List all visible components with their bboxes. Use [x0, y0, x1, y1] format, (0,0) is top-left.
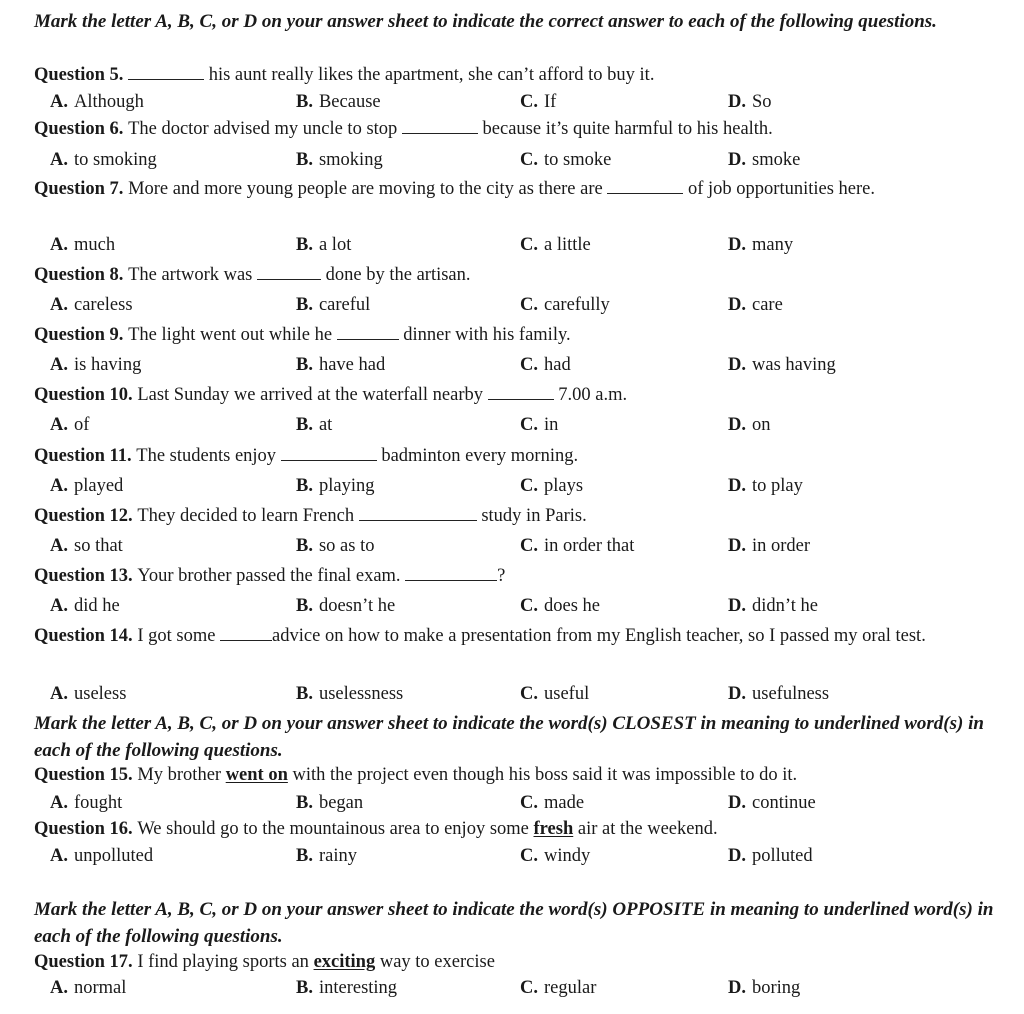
- answer-option[interactable]: [728, 473, 803, 500]
- option-letter: C.: [520, 355, 538, 375]
- option-text: polluted: [752, 846, 813, 866]
- option-text: in order that: [544, 536, 635, 556]
- option-text: many: [752, 235, 794, 255]
- answer-option[interactable]: [728, 843, 813, 870]
- answer-options-row: [0, 843, 1024, 870]
- option-text: carefully: [544, 295, 610, 315]
- stem-text-before: More and more young people are moving to the city as there are: [128, 179, 608, 199]
- stem-text-before: The light went out while he: [128, 325, 337, 345]
- question-label: Question 10.: [34, 385, 138, 405]
- answer-option[interactable]: [520, 352, 571, 379]
- question-label: Question 12.: [34, 506, 138, 526]
- question-label: Question 7.: [34, 179, 129, 199]
- answer-option[interactable]: [728, 412, 771, 439]
- answer-option[interactable]: [728, 975, 800, 1002]
- option-text: at: [318, 415, 333, 435]
- stem-text-after: 7.00 a.m.: [553, 385, 628, 405]
- option-letter: A.: [50, 793, 68, 813]
- option-text: playing: [318, 476, 375, 496]
- answer-options-row: [0, 232, 1024, 259]
- stem-text-after: his aunt really likes the apartment, she can’t afford to buy it.: [204, 65, 655, 85]
- stem-text-after: advice on how to make a presentation from my English teacher, so I passed my oral test.: [272, 626, 926, 646]
- option-letter: D.: [728, 295, 746, 315]
- stem-text-after: ?: [497, 566, 506, 586]
- option-text: does he: [544, 596, 600, 616]
- option-letter: C.: [520, 536, 538, 556]
- answer-option[interactable]: [520, 292, 610, 319]
- question-label: Question 15.: [34, 765, 138, 785]
- answer-option[interactable]: [50, 681, 126, 708]
- answer-option[interactable]: [728, 147, 800, 174]
- answer-options-row: [0, 412, 1024, 439]
- answer-option[interactable]: [50, 533, 123, 560]
- stem-text-after: badminton every morning.: [376, 446, 579, 466]
- stem-text-before: I got some: [137, 626, 221, 646]
- option-letter: A.: [50, 978, 68, 998]
- answer-option[interactable]: [296, 147, 383, 174]
- answer-options-row: [0, 89, 1024, 116]
- option-text: on: [752, 415, 771, 435]
- question-label: Question 16.: [34, 819, 138, 839]
- option-letter: A.: [50, 536, 68, 556]
- underlined-word: exciting: [313, 952, 376, 972]
- option-letter: B.: [296, 150, 313, 170]
- option-text: is having: [74, 355, 142, 375]
- answer-option[interactable]: [520, 412, 558, 439]
- option-letter: C.: [520, 793, 538, 813]
- stem-text-before: Last Sunday we arrived at the waterfall nearby: [137, 385, 488, 405]
- option-text: boring: [752, 978, 801, 998]
- answer-option[interactable]: [520, 232, 591, 259]
- option-text: regular: [544, 978, 597, 998]
- option-text: continue: [752, 793, 816, 813]
- answer-option[interactable]: [296, 975, 397, 1002]
- option-letter: C.: [520, 295, 538, 315]
- answer-blank[interactable]: [607, 178, 683, 194]
- option-letter: A.: [50, 150, 68, 170]
- option-letter: D.: [728, 536, 746, 556]
- option-letter: D.: [728, 978, 746, 998]
- answer-option[interactable]: [296, 473, 374, 500]
- option-text: didn’t he: [752, 596, 818, 616]
- option-letter: B.: [296, 415, 313, 435]
- answer-option[interactable]: [520, 790, 584, 817]
- question-label: Question 11.: [34, 446, 137, 466]
- answer-options-row: [0, 292, 1024, 319]
- answer-options-row: [0, 352, 1024, 379]
- option-text: made: [544, 793, 585, 813]
- option-letter: B.: [296, 295, 313, 315]
- underlined-word: fresh: [533, 819, 574, 839]
- answer-option[interactable]: [50, 473, 123, 500]
- answer-option[interactable]: [296, 352, 385, 379]
- option-letter: D.: [728, 415, 746, 435]
- stem-text-before: My brother: [137, 765, 226, 785]
- stem-text-after: dinner with his family.: [398, 325, 571, 345]
- question-label: Question 5.: [34, 65, 129, 85]
- stem-text-before: We should go to the mountainous area to enjoy some: [137, 819, 534, 839]
- option-letter: B.: [296, 978, 313, 998]
- question-stem: [34, 503, 994, 530]
- option-text: unpolluted: [74, 846, 154, 866]
- option-text: a lot: [318, 235, 352, 255]
- option-letter: D.: [728, 846, 746, 866]
- option-text: fought: [74, 793, 123, 813]
- stem-text-after: way to exercise: [375, 952, 495, 972]
- question-label: Question 8.: [34, 265, 129, 285]
- stem-text-before: The doctor advised my uncle to stop: [128, 119, 402, 139]
- answer-option[interactable]: [296, 89, 381, 116]
- answer-options-row: [0, 533, 1024, 560]
- answer-option[interactable]: [728, 232, 793, 259]
- option-text: Because: [318, 92, 381, 112]
- answer-option[interactable]: [520, 89, 556, 116]
- answer-option[interactable]: [50, 147, 157, 174]
- answer-blank[interactable]: [405, 565, 497, 581]
- option-text: usefulness: [752, 684, 830, 704]
- answer-blank[interactable]: [257, 264, 321, 280]
- question-label: Question 13.: [34, 566, 138, 586]
- instruction-mcq: Mark the letter A, B, C, or D on your answer sheet to indicate the correct answer to each of the following questions.: [34, 11, 937, 32]
- option-letter: B.: [296, 793, 313, 813]
- option-letter: A.: [50, 92, 68, 112]
- option-letter: B.: [296, 684, 313, 704]
- option-text: So: [752, 92, 772, 112]
- option-text: began: [318, 793, 364, 813]
- option-text: useful: [544, 684, 590, 704]
- option-letter: D.: [728, 476, 746, 496]
- underlined-word: went on: [225, 765, 288, 785]
- option-letter: D.: [728, 793, 746, 813]
- option-text: useless: [74, 684, 127, 704]
- option-text: care: [752, 295, 783, 315]
- answer-blank[interactable]: [220, 625, 272, 641]
- option-text: interesting: [318, 978, 398, 998]
- question-label: Question 6.: [34, 119, 129, 139]
- question-stem: [34, 563, 994, 590]
- option-text: windy: [544, 846, 591, 866]
- answer-option[interactable]: [296, 412, 332, 439]
- option-text: in order: [752, 536, 811, 556]
- question-label: Question 17.: [34, 952, 138, 972]
- option-text: much: [74, 235, 116, 255]
- option-letter: D.: [728, 150, 746, 170]
- option-text: a little: [544, 235, 591, 255]
- answer-option[interactable]: [50, 790, 122, 817]
- option-text: careless: [74, 295, 133, 315]
- option-letter: C.: [520, 684, 538, 704]
- answer-option[interactable]: [50, 232, 115, 259]
- answer-option[interactable]: [50, 975, 126, 1002]
- stem-text-after: of job opportunities here.: [683, 179, 875, 199]
- answer-option[interactable]: [50, 292, 133, 319]
- option-letter: C.: [520, 476, 538, 496]
- stem-text-before: The students enjoy: [136, 446, 281, 466]
- option-letter: B.: [296, 92, 313, 112]
- stem-text-before: I find playing sports an: [137, 952, 314, 972]
- answer-option[interactable]: [520, 533, 634, 560]
- option-text: doesn’t he: [318, 596, 396, 616]
- option-letter: A.: [50, 235, 68, 255]
- question-stem: [34, 816, 994, 843]
- answer-option[interactable]: [50, 593, 120, 620]
- answer-blank[interactable]: [488, 384, 554, 400]
- option-letter: C.: [520, 92, 538, 112]
- option-letter: B.: [296, 355, 313, 375]
- question-stem: [34, 382, 994, 409]
- option-text: rainy: [318, 846, 357, 866]
- answer-option[interactable]: [296, 232, 351, 259]
- answer-option[interactable]: [50, 89, 144, 116]
- answer-option[interactable]: [728, 593, 818, 620]
- question-label: Question 14.: [34, 626, 138, 646]
- option-letter: C.: [520, 150, 538, 170]
- answer-blank[interactable]: [402, 118, 478, 134]
- stem-text-after: because it’s quite harmful to his health.: [477, 119, 773, 139]
- stem-text-before: They decided to learn French: [137, 506, 359, 526]
- option-letter: C.: [520, 235, 538, 255]
- option-text: had: [544, 355, 571, 375]
- answer-option[interactable]: [296, 533, 374, 560]
- answer-option[interactable]: [520, 473, 583, 500]
- stem-text-after: air at the weekend.: [573, 819, 718, 839]
- answer-options-row: [0, 147, 1024, 174]
- answer-option[interactable]: [728, 292, 783, 319]
- option-text: plays: [544, 476, 584, 496]
- question-label: Question 9.: [34, 325, 129, 345]
- option-letter: B.: [296, 235, 313, 255]
- answer-option[interactable]: [296, 790, 363, 817]
- answer-option[interactable]: [728, 533, 810, 560]
- option-letter: B.: [296, 846, 313, 866]
- option-letter: B.: [296, 596, 313, 616]
- option-letter: C.: [520, 978, 538, 998]
- option-text: was having: [752, 355, 836, 375]
- answer-option[interactable]: [50, 352, 141, 379]
- stem-text-before: Your brother passed the final exam.: [137, 566, 406, 586]
- answer-option[interactable]: [520, 147, 611, 174]
- option-text: smoke: [752, 150, 801, 170]
- option-text: of: [74, 415, 90, 435]
- option-letter: D.: [728, 92, 746, 112]
- answer-option[interactable]: [296, 843, 357, 870]
- question-stem: [34, 762, 994, 789]
- option-letter: A.: [50, 476, 68, 496]
- answer-option[interactable]: [728, 790, 816, 817]
- option-letter: A.: [50, 295, 68, 315]
- question-stem: [34, 949, 994, 976]
- question-stem: [34, 443, 994, 470]
- option-text: to smoking: [74, 150, 157, 170]
- question-stem: [34, 116, 994, 143]
- option-text: smoking: [318, 150, 383, 170]
- option-letter: A.: [50, 846, 68, 866]
- answer-blank[interactable]: [128, 64, 204, 80]
- answer-option[interactable]: [520, 843, 590, 870]
- option-text: did he: [74, 596, 120, 616]
- option-letter: D.: [728, 355, 746, 375]
- option-letter: A.: [50, 596, 68, 616]
- question-stem: [34, 176, 994, 203]
- answer-option[interactable]: [728, 89, 772, 116]
- option-text: normal: [74, 978, 127, 998]
- question-stem: [34, 322, 994, 349]
- answer-options-row: [0, 975, 1024, 1002]
- answer-blank[interactable]: [337, 324, 399, 340]
- option-letter: C.: [520, 596, 538, 616]
- option-text: so as to: [318, 536, 375, 556]
- option-letter: B.: [296, 536, 313, 556]
- option-text: so that: [74, 536, 123, 556]
- answer-option[interactable]: [50, 843, 153, 870]
- option-text: careful: [318, 295, 371, 315]
- option-text: Although: [74, 92, 144, 112]
- option-text: to smoke: [544, 150, 612, 170]
- option-text: to play: [752, 476, 803, 496]
- option-letter: A.: [50, 684, 68, 704]
- answer-options-row: [0, 790, 1024, 817]
- option-letter: D.: [728, 235, 746, 255]
- answer-option[interactable]: [520, 681, 589, 708]
- answer-blank[interactable]: [281, 445, 377, 461]
- instruction-closest: Mark the letter A, B, C, or D on your answer sheet to indicate the word(s) CLOSEST in meaning to underlined word(s) in each of the following questions.: [34, 713, 984, 761]
- option-text: have had: [318, 355, 386, 375]
- option-letter: A.: [50, 415, 68, 435]
- option-letter: C.: [520, 415, 538, 435]
- stem-text-before: The artwork was: [128, 265, 258, 285]
- answer-option[interactable]: [296, 292, 370, 319]
- stem-text-after: done by the artisan.: [321, 265, 471, 285]
- option-text: If: [544, 92, 557, 112]
- question-stem: [34, 623, 994, 650]
- answer-option[interactable]: [728, 352, 836, 379]
- option-letter: A.: [50, 355, 68, 375]
- question-stem: [34, 262, 994, 289]
- answer-options-row: [0, 681, 1024, 708]
- option-letter: D.: [728, 684, 746, 704]
- answer-option[interactable]: [520, 975, 596, 1002]
- instruction-opposite: Mark the letter A, B, C, or D on your answer sheet to indicate the word(s) OPPOSITE in meaning to underlined word(s) in each of the following questions.: [34, 899, 994, 947]
- option-text: played: [74, 476, 124, 496]
- stem-text-after: with the project even though his boss said it was impossible to do it.: [287, 765, 798, 785]
- option-letter: C.: [520, 846, 538, 866]
- answer-option[interactable]: [296, 593, 395, 620]
- option-text: in: [544, 415, 559, 435]
- answer-options-row: [0, 593, 1024, 620]
- stem-text-after: study in Paris.: [476, 506, 587, 526]
- answer-option[interactable]: [520, 593, 600, 620]
- answer-option[interactable]: [728, 681, 829, 708]
- answer-option[interactable]: [50, 412, 89, 439]
- answer-blank[interactable]: [359, 505, 477, 521]
- answer-options-row: [0, 473, 1024, 500]
- answer-option[interactable]: [296, 681, 403, 708]
- question-stem: [34, 62, 994, 89]
- option-letter: B.: [296, 476, 313, 496]
- option-text: uselessness: [318, 684, 404, 704]
- option-letter: D.: [728, 596, 746, 616]
